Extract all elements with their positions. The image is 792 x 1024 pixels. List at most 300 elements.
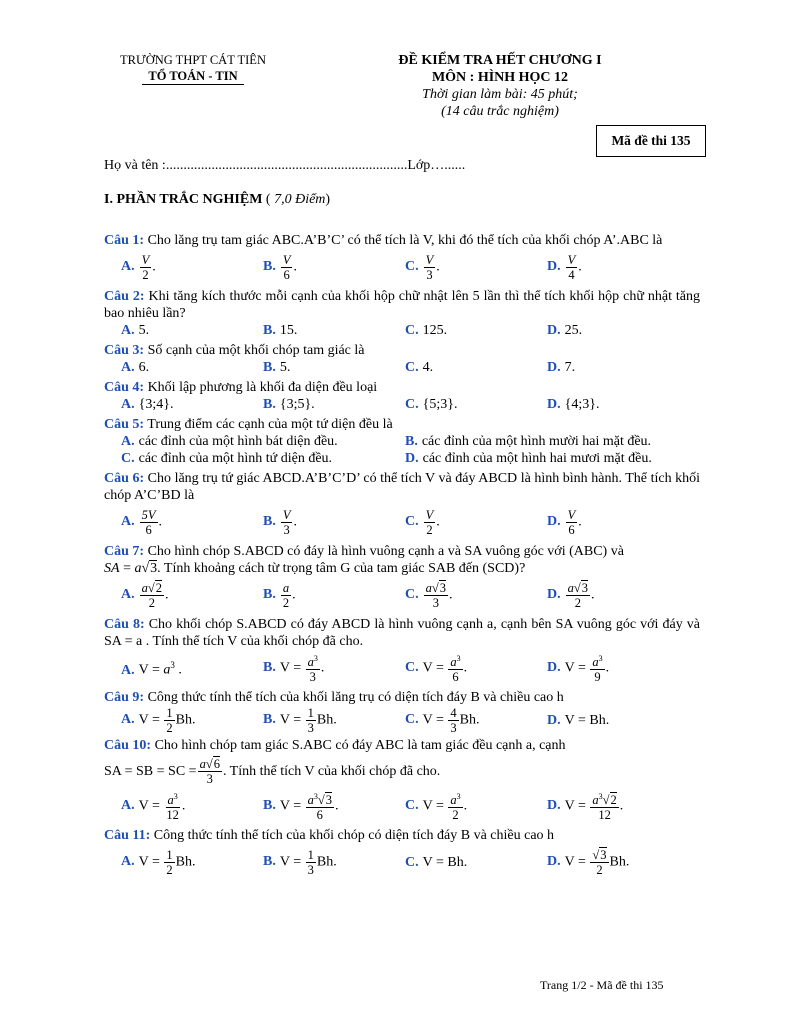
question-label: Câu 9: — [104, 690, 145, 705]
option-d[interactable] — [547, 396, 689, 413]
option-letter: C. — [405, 397, 419, 412]
option-suffix: Bh. — [175, 854, 196, 870]
question-5 — [104, 416, 700, 467]
math-var: a — [307, 655, 314, 670]
option-text: 5. — [138, 323, 150, 338]
option-letter: B. — [263, 712, 276, 728]
option-c[interactable]: C. $\frac{V}{2}$ . — [405, 507, 440, 537]
option-c[interactable] — [405, 322, 547, 339]
numerator: V — [282, 252, 291, 267]
option-letter: A. — [121, 587, 135, 603]
exam-subject: MÔN : HÌNH HỌC 12 — [431, 70, 569, 85]
option-d[interactable]: D. $\frac{a√3}{2}$ . — [547, 580, 595, 610]
page-footer: Trang 1/2 - Mã đề thi 135 — [540, 978, 664, 992]
fraction — [448, 706, 458, 735]
numerator: V — [425, 507, 434, 522]
question-10 — [104, 737, 700, 824]
option-letter: D. — [547, 360, 561, 375]
option-b[interactable] — [263, 322, 405, 339]
numerator: V — [282, 507, 291, 522]
question-text-line-2 — [104, 754, 700, 788]
option-a[interactable] — [121, 359, 263, 376]
numerator: $a^3√2$ — [592, 791, 617, 808]
denominator: 3 — [309, 670, 316, 685]
option-suffix: Bh. — [316, 854, 337, 870]
option-d[interactable]: D. V = $\frac{a^3√2}{12}$ . — [547, 791, 624, 823]
option-suffix: Bh. — [609, 854, 630, 870]
fraction — [566, 253, 578, 282]
option-letter: C. — [405, 587, 419, 603]
math-var: a — [592, 655, 599, 670]
denominator: 3 — [206, 771, 213, 786]
question-7 — [104, 543, 700, 613]
option-letter: B. — [263, 397, 276, 412]
option-text: {5;3}. — [422, 397, 458, 412]
question-body: Cho lăng trụ tứ giác ABCD.A’B’C’D’ có thể tích V và đáy ABCD là hình bình hành. Thể tích khối chóp A’C’BD là — [104, 471, 701, 503]
fraction — [281, 508, 293, 537]
question-body: Cho khối chóp S.ABCD có đáy ABCD là hình vuông cạnh a, cạnh bên SA vuông góc với đáy và SA = a . Tính thể tích V của khối chóp đã cho. — [104, 617, 701, 649]
numerator — [306, 652, 320, 670]
option-prefix: V = — [564, 854, 590, 870]
option-letter: C. — [405, 259, 419, 275]
option-row — [104, 504, 700, 540]
math-var: a — [163, 662, 171, 678]
question-label: Câu 7: — [104, 544, 145, 559]
fraction — [306, 848, 316, 877]
fraction — [306, 652, 320, 684]
question-body: Cho lăng trụ tam giác ABC.A’B’C’ có thể tích là V, khi đó thể tích của khối chóp A’.ABC là — [144, 233, 663, 248]
exam-question-count: (14 câu trắc nghiệm) — [441, 104, 559, 119]
denominator: 2 — [426, 522, 433, 537]
option-letter: A. — [121, 854, 135, 870]
math-var: a — [167, 793, 174, 808]
option-b[interactable]: B. V = $\frac{a^3}{3}$ . — [263, 653, 325, 685]
option-d[interactable]: D. $\frac{V}{4}$ . — [547, 252, 582, 282]
option-c[interactable] — [405, 359, 547, 376]
option-text: {3;4}. — [138, 397, 174, 412]
option-text: 7. — [564, 360, 576, 375]
option-c[interactable] — [121, 450, 405, 467]
question-text — [104, 470, 700, 504]
option-letter: A. — [121, 323, 135, 338]
option-suffix: Bh. — [175, 712, 196, 728]
option-suffix: Bh. — [459, 712, 480, 728]
option-c[interactable] — [405, 396, 547, 413]
fraction — [590, 848, 608, 877]
option-text: 25. — [564, 323, 583, 338]
option-a[interactable] — [121, 848, 263, 877]
option-b[interactable]: B. $\frac{V}{3}$ . — [263, 507, 297, 537]
option-c[interactable]: C. V = $\frac{a^3}{6}$ . — [405, 653, 468, 685]
denominator: 2 — [574, 595, 581, 610]
option-a[interactable]: A. $\frac{V}{2}$ . — [121, 252, 156, 282]
option-prefix: V = — [279, 798, 305, 814]
fraction — [448, 790, 462, 822]
fraction — [281, 581, 291, 610]
option-c[interactable]: C. $\frac{a√3}{3}$ . — [405, 580, 453, 610]
question-6 — [104, 470, 700, 540]
option-text: 125. — [422, 323, 448, 338]
option-c[interactable]: C. V = $\frac{a^3}{2}$ . — [405, 791, 468, 823]
math-var: a — [307, 793, 314, 808]
exponent: 3 — [598, 653, 603, 663]
fraction — [198, 757, 222, 786]
option-letter: A. — [121, 259, 135, 275]
fraction — [164, 848, 174, 877]
fraction — [424, 508, 436, 537]
fraction — [164, 790, 181, 822]
option-letter: A. — [121, 397, 135, 412]
question-1 — [104, 232, 700, 285]
option-b[interactable] — [263, 848, 405, 877]
section-points: 7,0 Điểm — [274, 192, 326, 207]
option-row — [104, 450, 700, 467]
option-b[interactable]: B. $\frac{V}{6}$ . — [263, 252, 297, 282]
radicand: 3 — [150, 561, 158, 576]
math-var: a — [592, 793, 599, 808]
option-prefix: V = — [564, 660, 590, 676]
option-a[interactable]: A. $V = a^3$ . — [121, 660, 182, 678]
option-row — [104, 433, 700, 450]
option-letter: C. — [405, 712, 419, 728]
fraction — [566, 581, 590, 610]
option-letter: B. — [263, 587, 276, 603]
student-name-line: Họ và tên :.....................................................................Lớp…...... — [104, 158, 466, 173]
denominator: 4 — [568, 267, 575, 282]
section-title — [104, 192, 330, 208]
exam-code-box: Mã đề thi 135 — [596, 125, 706, 157]
denominator: 3 — [450, 720, 457, 735]
radicand: 3 — [325, 793, 332, 808]
denominator: 9 — [594, 670, 601, 685]
option-text: 4. — [422, 360, 434, 375]
option-prefix: V = — [422, 712, 448, 728]
question-text — [104, 543, 700, 560]
question-label: Câu 2: — [104, 289, 145, 304]
option-prefix: V = — [279, 854, 305, 870]
option-c[interactable]: C. $\frac{V}{3}$ . — [405, 252, 440, 282]
option-letter: A. — [121, 514, 135, 530]
denominator: 3 — [426, 267, 433, 282]
question-body: Khối lập phương là khối đa diện đều loại — [144, 380, 378, 395]
option-letter: D. — [547, 798, 561, 814]
denominator: 2 — [142, 267, 149, 282]
option-c[interactable] — [405, 854, 547, 871]
question-body: Số cạnh của một khối chóp tam giác là — [144, 343, 365, 358]
math-var: a — [450, 655, 457, 670]
exponent: 3 — [456, 653, 461, 663]
exam-time: Thời gian làm bài: 45 phút; — [422, 87, 578, 102]
denominator: 3 — [307, 720, 314, 735]
fraction — [424, 253, 436, 282]
option-b[interactable] — [405, 433, 689, 450]
math-var: a — [199, 756, 206, 771]
question-3 — [104, 342, 700, 376]
option-row — [104, 577, 700, 613]
question-9 — [104, 689, 700, 734]
fraction — [566, 508, 578, 537]
option-d[interactable] — [547, 712, 689, 729]
question-text — [104, 827, 700, 844]
option-a[interactable] — [121, 433, 405, 450]
fraction — [164, 706, 174, 735]
option-row — [104, 788, 700, 824]
fraction — [424, 581, 448, 610]
question-list — [104, 229, 700, 880]
radicand: 3 — [600, 847, 607, 862]
question-text — [104, 689, 700, 706]
exponent: 3 — [313, 791, 318, 801]
option-prefix: V = — [138, 712, 164, 728]
option-text: 15. — [279, 323, 298, 338]
option-letter: B. — [263, 798, 276, 814]
question-label: Câu 1: — [104, 233, 145, 248]
denominator: 12 — [166, 808, 179, 823]
option-suffix: Bh. — [316, 712, 337, 728]
option-letter: B. — [263, 360, 276, 375]
option-prefix: V = — [422, 798, 448, 814]
option-letter: C. — [405, 360, 419, 375]
numerator: a√2 — [141, 580, 162, 595]
question-line-2: SA = SB = SC = — [104, 763, 197, 779]
fraction — [590, 790, 618, 822]
question-text — [104, 232, 700, 249]
option-b[interactable]: B. V = $\frac{a^3√3}{6}$ . — [263, 791, 339, 823]
numerator: V — [141, 252, 150, 267]
math-var: a — [567, 580, 574, 595]
option-prefix: V = — [422, 854, 448, 870]
option-text: các đỉnh của một hình mười hai mặt đều. — [421, 434, 652, 449]
option-letter: A. — [121, 360, 135, 375]
question-text — [104, 616, 700, 650]
option-letter: A. — [121, 662, 135, 678]
numerator: V — [567, 507, 576, 522]
radicand: 3 — [439, 580, 446, 595]
option-a[interactable] — [121, 706, 263, 735]
numerator: V — [567, 252, 576, 267]
option-letter: C. — [405, 798, 419, 814]
option-a[interactable]: A. $\frac{5V}{6}$ . — [121, 507, 163, 537]
option-letter: C. — [405, 854, 419, 870]
fraction — [140, 508, 158, 537]
question-8 — [104, 616, 700, 686]
question-label: Câu 6: — [104, 471, 145, 486]
question-text-line-2: SA = a√3. Tính khoảng cách từ trọng tâm G của tam giác SAB đến (SCD)? — [104, 561, 526, 576]
radicand: 6 — [213, 756, 220, 771]
denominator: 3 — [283, 522, 290, 537]
option-b[interactable] — [263, 706, 405, 735]
option-b[interactable] — [263, 396, 405, 413]
option-d[interactable]: D. V = $\frac{a^3}{9}$ . — [547, 653, 610, 685]
math-var: a — [141, 580, 148, 595]
option-letter: D. — [547, 259, 561, 275]
radicand: 2 — [155, 580, 162, 595]
exponent: 3 — [173, 791, 178, 801]
option-c[interactable] — [405, 706, 547, 735]
question-text — [104, 288, 700, 322]
option-prefix: V = — [279, 660, 305, 676]
denominator: 12 — [598, 808, 611, 823]
option-letter: B. — [263, 514, 276, 530]
question-label: Câu 5: — [104, 417, 145, 432]
option-letter: D. — [547, 587, 561, 603]
numerator — [448, 652, 462, 670]
option-prefix: V = — [138, 798, 164, 814]
question-text — [104, 342, 700, 359]
denominator: 2 — [166, 720, 173, 735]
option-prefix: V = — [564, 798, 590, 814]
option-letter: D. — [547, 854, 561, 870]
option-d[interactable] — [547, 322, 689, 339]
option-b[interactable] — [263, 359, 405, 376]
option-letter: C. — [121, 451, 135, 466]
option-d[interactable] — [547, 359, 689, 376]
option-letter: D. — [405, 451, 419, 466]
question-body: Khi tăng kích thước mỗi cạnh của khối hộp chữ nhật lên 5 lần thì thể tích khối hộp chữ nhật tăng bao nhiêu lần? — [104, 289, 701, 321]
option-a[interactable]: A. $\frac{a√2}{2}$ . — [121, 580, 169, 610]
numerator: a√3 — [425, 580, 446, 595]
question-text — [104, 737, 700, 754]
denominator: 2 — [148, 595, 155, 610]
denominator: 6 — [316, 808, 323, 823]
fraction — [140, 581, 164, 610]
numerator: a — [282, 580, 290, 595]
denominator: 2 — [596, 862, 603, 877]
numerator: 1 — [307, 705, 314, 720]
option-letter: D. — [547, 397, 561, 412]
exponent: 3 — [598, 791, 603, 801]
question-label: Câu 8: — [104, 617, 145, 632]
fraction — [140, 253, 152, 282]
option-letter: C. — [405, 660, 419, 676]
option-letter: C. — [405, 323, 419, 338]
option-text: các đỉnh của một hình bát diện đều. — [138, 434, 338, 449]
numerator: 1 — [166, 705, 173, 720]
radicand: 2 — [610, 793, 617, 808]
option-letter: D. — [547, 514, 561, 530]
option-letter: D. — [547, 323, 561, 338]
math-var: a — [450, 793, 457, 808]
option-row — [104, 650, 700, 686]
option-row — [104, 249, 700, 285]
question-text — [104, 416, 700, 433]
department-name: TỔ TOÁN - TIN — [142, 68, 243, 85]
fraction — [306, 706, 316, 735]
question-body: Trung điểm các cạnh của một tứ diện đều là — [144, 417, 393, 432]
radicand: 3 — [581, 580, 588, 595]
option-d[interactable]: D. $\frac{V}{6}$ . — [547, 507, 582, 537]
numerator: 4 — [450, 705, 457, 720]
option-letter: B. — [263, 323, 276, 338]
option-text: {3;5}. — [279, 397, 315, 412]
numerator: 1 — [166, 847, 173, 862]
option-text: các đỉnh của một hình hai mươi mặt đều. — [422, 451, 652, 466]
option-a[interactable]: A. V = $\frac{a^3}{12}$ . — [121, 791, 186, 823]
fraction — [281, 253, 293, 282]
math-var: a — [134, 561, 142, 576]
numerator: √3 — [592, 847, 607, 862]
math-var: a — [425, 580, 432, 595]
option-prefix: V = — [138, 662, 164, 678]
exponent: 3 — [170, 660, 175, 671]
option-letter: C. — [405, 514, 419, 530]
option-b[interactable]: B. $\frac{a}{2}$ . — [263, 580, 296, 610]
denominator: 2 — [282, 595, 290, 610]
option-letter: B. — [263, 259, 276, 275]
denominator: 6 — [452, 670, 459, 685]
question-4 — [104, 379, 700, 413]
option-d[interactable] — [547, 848, 689, 877]
question-body: Công thức tính thể tích của khối lăng trụ có diện tích đáy B và chiều cao h — [144, 690, 564, 705]
option-text: 5. — [279, 360, 291, 375]
option-letter: D. — [547, 660, 561, 676]
option-a[interactable] — [121, 396, 263, 413]
school-name: TRƯỜNG THPT CÁT TIÊN — [120, 53, 266, 67]
option-suffix: Bh. — [589, 712, 610, 728]
option-prefix: V = — [564, 712, 590, 728]
option-prefix: V = — [138, 854, 164, 870]
numerator — [448, 790, 462, 808]
denominator: 6 — [568, 522, 575, 537]
exam-title: ĐỀ KIỂM TRA HẾT CHƯƠNG I — [398, 53, 602, 68]
section-heading: I. PHẦN TRẮC NGHIỆM — [104, 192, 263, 207]
question-label: Câu 10: — [104, 738, 152, 753]
question-text — [104, 379, 700, 396]
option-d[interactable] — [405, 450, 689, 467]
option-letter: A. — [121, 434, 135, 449]
numerator: $a^3√3$ — [307, 791, 332, 808]
numerator: 5V — [141, 507, 156, 522]
fraction — [590, 652, 604, 684]
numerator: a√6 — [199, 756, 220, 771]
question-label: Câu 3: — [104, 343, 145, 358]
question-body: Cho hình chóp S.ABCD có đáy là hình vuông cạnh a và SA vuông góc với (ABC) và — [144, 544, 624, 559]
section-points-close: ) — [325, 192, 331, 207]
option-letter: B. — [405, 434, 418, 449]
math-lhs: SA — [104, 561, 120, 576]
option-letter: B. — [263, 660, 276, 676]
numerator: 1 — [307, 847, 314, 862]
denominator: 2 — [166, 862, 173, 877]
question-body-2: . Tính khoảng cách từ trọng tâm G của tam giác SAB đến (SCD)? — [157, 561, 526, 576]
fraction — [306, 790, 334, 822]
option-letter: B. — [263, 854, 276, 870]
denominator: 2 — [452, 808, 459, 823]
question-11 — [104, 827, 700, 880]
option-prefix: V = — [279, 712, 305, 728]
option-letter: A. — [121, 798, 135, 814]
denominator: 3 — [307, 862, 314, 877]
option-row — [104, 322, 700, 339]
option-a[interactable] — [121, 322, 263, 339]
option-letter: D. — [547, 712, 561, 728]
denominator: 6 — [145, 522, 152, 537]
option-row — [104, 844, 700, 880]
option-text: {4;3}. — [564, 397, 600, 412]
exam-header — [370, 52, 630, 120]
question-body: Công thức tính thể tích của khối chóp có diện tích đáy B và chiều cao h — [150, 828, 555, 843]
option-text: 6. — [138, 360, 150, 375]
option-suffix: Bh. — [447, 854, 468, 870]
denominator: 6 — [283, 267, 290, 282]
school-header — [108, 52, 278, 85]
question-body: Cho hình chóp tam giác S.ABC có đáy ABC là tam giác đều cạnh a, cạnh — [151, 738, 566, 753]
question-label: Câu 4: — [104, 380, 145, 395]
denominator: 3 — [432, 595, 439, 610]
fraction — [448, 652, 462, 684]
numerator — [590, 652, 604, 670]
exponent: 3 — [313, 653, 318, 663]
